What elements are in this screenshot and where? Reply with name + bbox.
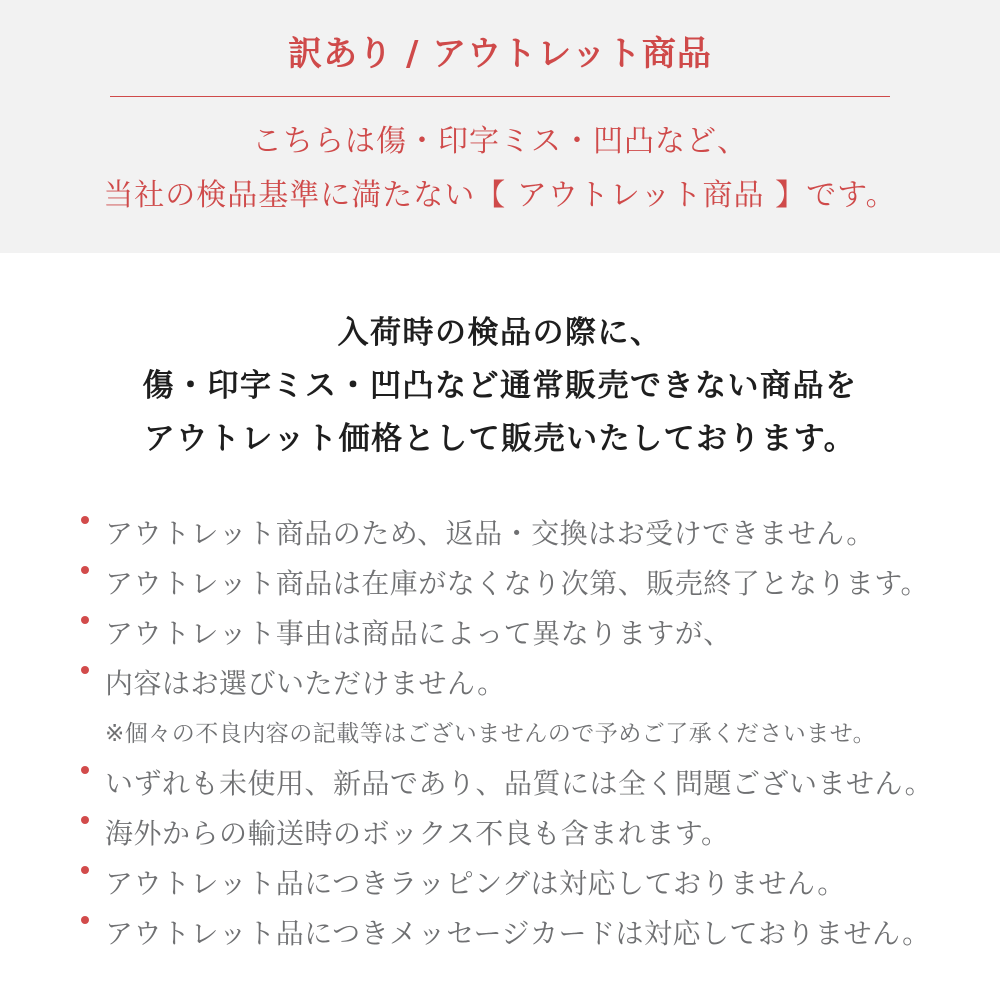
bullet-dot-icon: [81, 616, 89, 624]
intro-line3: アウトレット価格として販売いたしております。: [143, 421, 857, 457]
list-item: [105, 866, 1000, 902]
list-item: [105, 566, 1000, 602]
bullet-dot-icon: [81, 666, 89, 674]
list-footnote: [105, 716, 1000, 752]
list-item-text: アウトレット品につきメッセージカードは対応しておりません。: [105, 917, 931, 950]
list-item-text: アウトレット商品は在庫がなくなり次第、販売終了となります。: [105, 567, 929, 600]
list-item-text: アウトレット品につきラッピングは対応しておりません。: [105, 867, 846, 900]
page-title: 訳あり / アウトレット商品: [288, 34, 712, 74]
intro-line2: 傷・印字ミス・凹凸など通常販売できない商品を: [142, 368, 858, 404]
intro-line1: 入荷時の検品の際に、: [337, 315, 663, 351]
list-item-text: アウトレット事由は商品によって異なりますが、: [105, 617, 732, 650]
list-item: [105, 516, 1000, 552]
bullet-dot-icon: [81, 766, 89, 774]
list-item-text: いずれも未使用、新品であり、品質には全く問題ございません。: [105, 767, 934, 800]
footnote-text: ※個々の不良内容の記載等はございませんので予めご了承くださいませ。: [105, 721, 877, 747]
list-item: [105, 916, 1000, 952]
list-item: [105, 616, 1000, 652]
bullet-dot-icon: [81, 516, 89, 524]
list-item-text: アウトレット商品のため、返品・交換はお受けできません。: [105, 517, 875, 550]
list-item: [105, 666, 1000, 702]
header-subtitle-line2: 当社の検品基準に満たない【 アウトレット商品 】です。: [103, 178, 897, 213]
notes-list: [105, 516, 1000, 952]
list-item-text: 海外からの輸送時のボックス不良も含まれます。: [105, 817, 730, 850]
intro-paragraph: [0, 307, 1000, 466]
bullet-dot-icon: [81, 566, 89, 574]
header-banner: [0, 0, 1000, 253]
list-item: [105, 766, 1000, 802]
bullet-dot-icon: [81, 916, 89, 924]
bullet-dot-icon: [81, 816, 89, 824]
list-item: [105, 816, 1000, 852]
header-subtitle-line1: こちらは傷・印字ミス・凹凸など、: [252, 124, 748, 159]
title-divider: [110, 96, 890, 97]
list-item-text: 内容はお選びいただけません。: [105, 667, 506, 700]
bullet-dot-icon: [81, 866, 89, 874]
